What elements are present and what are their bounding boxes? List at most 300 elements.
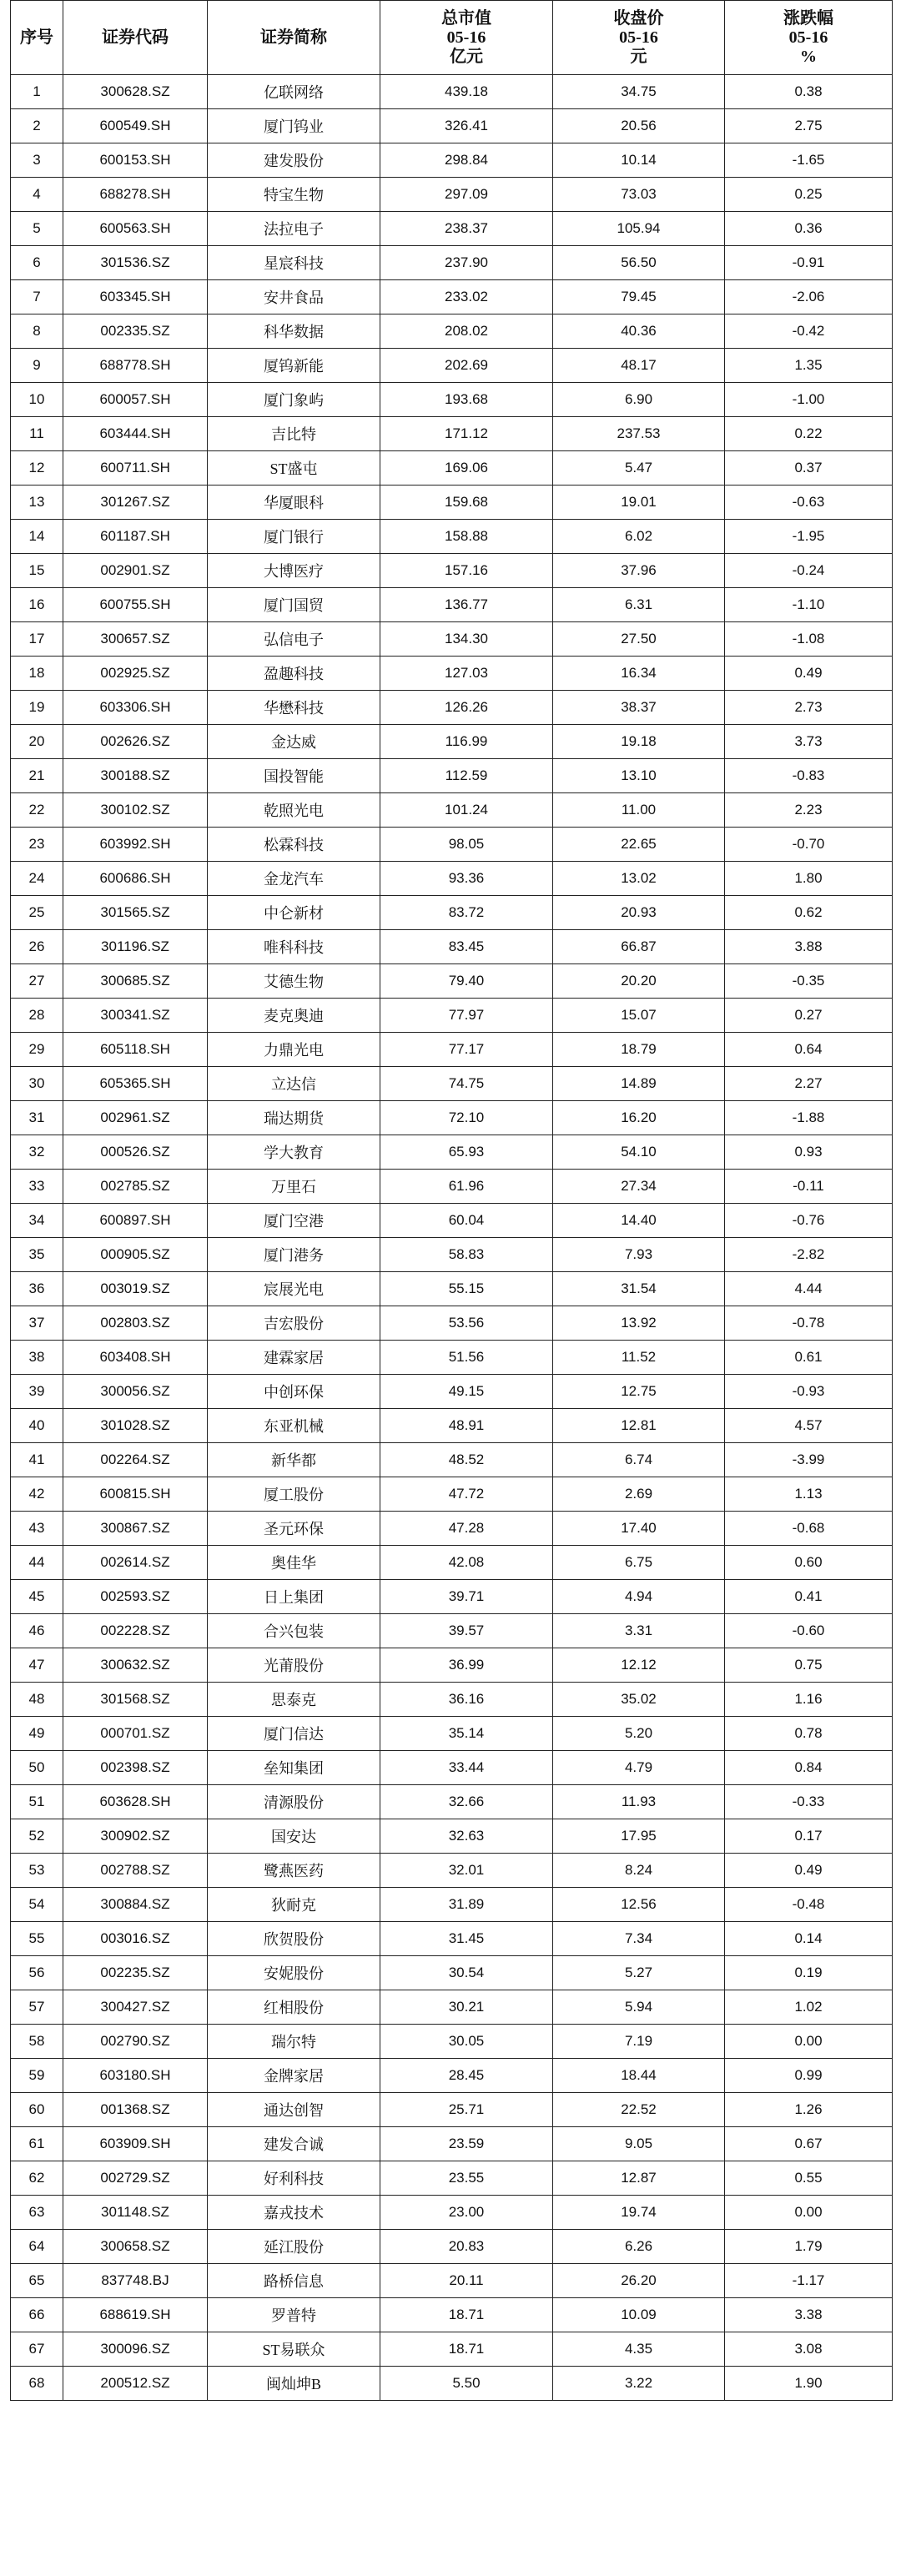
- cell-close-price: 27.50: [553, 622, 725, 657]
- cell-change-pct: -0.24: [725, 554, 893, 588]
- cell-name: 华懋科技: [208, 691, 380, 725]
- cell-market-cap: 30.54: [380, 1956, 553, 1990]
- cell-index: 36: [11, 1272, 63, 1306]
- table-row: [11, 2332, 893, 2367]
- cell-close-price: 54.10: [553, 1135, 725, 1170]
- table-row: [11, 1477, 893, 1512]
- cell-code: 002335.SZ: [63, 314, 208, 349]
- cell-name: 罗普特: [208, 2298, 380, 2332]
- cell-close-price: 5.20: [553, 1717, 725, 1751]
- table-row: [11, 1238, 893, 1272]
- cell-code: 300902.SZ: [63, 1819, 208, 1854]
- cell-index: 37: [11, 1306, 63, 1341]
- header-name: [208, 1, 380, 75]
- cell-code: 002788.SZ: [63, 1854, 208, 1888]
- cell-close-price: 2.69: [553, 1477, 725, 1512]
- cell-market-cap: 208.02: [380, 314, 553, 349]
- cell-code: 002785.SZ: [63, 1170, 208, 1204]
- cell-index: 24: [11, 862, 63, 896]
- cell-index: 41: [11, 1443, 63, 1477]
- cell-index: 57: [11, 1990, 63, 2025]
- cell-market-cap: 237.90: [380, 246, 553, 280]
- table-row: [11, 2059, 893, 2093]
- cell-name: 盈趣科技: [208, 657, 380, 691]
- cell-change-pct: -1.17: [725, 2264, 893, 2298]
- cell-market-cap: 83.72: [380, 896, 553, 930]
- cell-index: 54: [11, 1888, 63, 1922]
- cell-name: 乾照光电: [208, 793, 380, 828]
- cell-index: 6: [11, 246, 63, 280]
- cell-code: 300102.SZ: [63, 793, 208, 828]
- cell-code: 600755.SH: [63, 588, 208, 622]
- cell-code: 603628.SH: [63, 1785, 208, 1819]
- cell-index: 42: [11, 1477, 63, 1512]
- cell-market-cap: 61.96: [380, 1170, 553, 1204]
- cell-market-cap: 326.41: [380, 109, 553, 143]
- table-row: [11, 1785, 893, 1819]
- cell-code: 301568.SZ: [63, 1683, 208, 1717]
- table-row: [11, 246, 893, 280]
- cell-name: 厦门港务: [208, 1238, 380, 1272]
- cell-close-price: 11.52: [553, 1341, 725, 1375]
- cell-name: 奥佳华: [208, 1546, 380, 1580]
- table-row: [11, 109, 893, 143]
- cell-code: 603345.SH: [63, 280, 208, 314]
- cell-close-price: 5.94: [553, 1990, 725, 2025]
- cell-close-price: 13.02: [553, 862, 725, 896]
- cell-market-cap: 49.15: [380, 1375, 553, 1409]
- cell-index: 15: [11, 554, 63, 588]
- table-row: [11, 554, 893, 588]
- cell-index: 67: [11, 2332, 63, 2367]
- cell-close-price: 20.20: [553, 964, 725, 999]
- cell-name: 厦门钨业: [208, 109, 380, 143]
- cell-index: 26: [11, 930, 63, 964]
- cell-index: 68: [11, 2367, 63, 2401]
- cell-close-price: 4.35: [553, 2332, 725, 2367]
- cell-close-price: 73.03: [553, 178, 725, 212]
- table-row: [11, 1067, 893, 1101]
- table-row: [11, 1375, 893, 1409]
- table-row: [11, 828, 893, 862]
- header-line: 05-16: [788, 28, 828, 47]
- cell-close-price: 12.56: [553, 1888, 725, 1922]
- cell-market-cap: 134.30: [380, 622, 553, 657]
- cell-close-price: 6.90: [553, 383, 725, 417]
- cell-change-pct: 0.84: [725, 1751, 893, 1785]
- cell-name: 华厦眼科: [208, 486, 380, 520]
- cell-index: 23: [11, 828, 63, 862]
- cell-close-price: 14.40: [553, 1204, 725, 1238]
- cell-code: 002398.SZ: [63, 1751, 208, 1785]
- cell-code: 300096.SZ: [63, 2332, 208, 2367]
- table-row: [11, 2093, 893, 2127]
- table-row: [11, 1135, 893, 1170]
- cell-change-pct: -0.91: [725, 246, 893, 280]
- table-row: [11, 2298, 893, 2332]
- stock-table-container: [10, 0, 892, 2401]
- cell-index: 14: [11, 520, 63, 554]
- cell-close-price: 6.75: [553, 1546, 725, 1580]
- cell-market-cap: 202.69: [380, 349, 553, 383]
- cell-index: 56: [11, 1956, 63, 1990]
- cell-market-cap: 28.45: [380, 2059, 553, 2093]
- table-row: [11, 1648, 893, 1683]
- cell-change-pct: 0.93: [725, 1135, 893, 1170]
- cell-code: 603180.SH: [63, 2059, 208, 2093]
- header-line: 总市值: [441, 8, 491, 28]
- cell-close-price: 14.89: [553, 1067, 725, 1101]
- cell-code: 300884.SZ: [63, 1888, 208, 1922]
- cell-close-price: 10.14: [553, 143, 725, 178]
- cell-code: 600711.SH: [63, 451, 208, 486]
- table-row: [11, 1751, 893, 1785]
- cell-close-price: 79.45: [553, 280, 725, 314]
- table-row: [11, 1033, 893, 1067]
- cell-code: 605118.SH: [63, 1033, 208, 1067]
- cell-code: 688619.SH: [63, 2298, 208, 2332]
- cell-code: 301148.SZ: [63, 2196, 208, 2230]
- cell-code: 300628.SZ: [63, 75, 208, 109]
- cell-code: 001368.SZ: [63, 2093, 208, 2127]
- cell-index: 31: [11, 1101, 63, 1135]
- table-row: [11, 1580, 893, 1614]
- header-line: 元: [630, 47, 647, 66]
- cell-code: 603408.SH: [63, 1341, 208, 1375]
- cell-code: 002961.SZ: [63, 1101, 208, 1135]
- cell-change-pct: 3.73: [725, 725, 893, 759]
- cell-change-pct: -0.68: [725, 1512, 893, 1546]
- cell-change-pct: 0.14: [725, 1922, 893, 1956]
- cell-code: 002264.SZ: [63, 1443, 208, 1477]
- cell-market-cap: 30.05: [380, 2025, 553, 2059]
- cell-change-pct: 1.26: [725, 2093, 893, 2127]
- cell-close-price: 48.17: [553, 349, 725, 383]
- cell-market-cap: 31.89: [380, 1888, 553, 1922]
- table-row: [11, 1204, 893, 1238]
- cell-close-price: 26.20: [553, 2264, 725, 2298]
- header-index: [11, 1, 63, 75]
- cell-market-cap: 98.05: [380, 828, 553, 862]
- header-close-price: [553, 1, 725, 75]
- cell-name: 厦门银行: [208, 520, 380, 554]
- cell-name: 中创环保: [208, 1375, 380, 1409]
- cell-index: 5: [11, 212, 63, 246]
- table-header: [11, 1, 893, 75]
- cell-market-cap: 32.66: [380, 1785, 553, 1819]
- cell-change-pct: 0.27: [725, 999, 893, 1033]
- cell-code: 002901.SZ: [63, 554, 208, 588]
- cell-change-pct: 1.35: [725, 349, 893, 383]
- cell-index: 61: [11, 2127, 63, 2161]
- cell-index: 60: [11, 2093, 63, 2127]
- cell-change-pct: -2.82: [725, 1238, 893, 1272]
- table-row: [11, 486, 893, 520]
- cell-index: 38: [11, 1341, 63, 1375]
- cell-close-price: 12.81: [553, 1409, 725, 1443]
- cell-index: 12: [11, 451, 63, 486]
- cell-change-pct: 0.22: [725, 417, 893, 451]
- cell-change-pct: 3.88: [725, 930, 893, 964]
- cell-code: 600153.SH: [63, 143, 208, 178]
- header-line: 亿元: [450, 47, 483, 66]
- cell-close-price: 11.00: [553, 793, 725, 828]
- cell-market-cap: 30.21: [380, 1990, 553, 2025]
- table-row: [11, 1717, 893, 1751]
- cell-name: 欣贺股份: [208, 1922, 380, 1956]
- cell-market-cap: 39.71: [380, 1580, 553, 1614]
- cell-close-price: 19.01: [553, 486, 725, 520]
- cell-market-cap: 55.15: [380, 1272, 553, 1306]
- header-line: 涨跌幅: [783, 8, 833, 28]
- cell-market-cap: 20.83: [380, 2230, 553, 2264]
- cell-code: 000905.SZ: [63, 1238, 208, 1272]
- cell-index: 45: [11, 1580, 63, 1614]
- cell-index: 18: [11, 657, 63, 691]
- cell-index: 13: [11, 486, 63, 520]
- cell-close-price: 18.79: [553, 1033, 725, 1067]
- header-market-cap: [380, 1, 553, 75]
- cell-market-cap: 77.17: [380, 1033, 553, 1067]
- table-row: [11, 964, 893, 999]
- cell-index: 20: [11, 725, 63, 759]
- cell-name: 科华数据: [208, 314, 380, 349]
- cell-index: 40: [11, 1409, 63, 1443]
- cell-name: 厦门空港: [208, 1204, 380, 1238]
- cell-change-pct: 0.36: [725, 212, 893, 246]
- cell-code: 600686.SH: [63, 862, 208, 896]
- table-row: [11, 896, 893, 930]
- cell-change-pct: 2.73: [725, 691, 893, 725]
- cell-code: 603909.SH: [63, 2127, 208, 2161]
- cell-index: 50: [11, 1751, 63, 1785]
- cell-name: 宸展光电: [208, 1272, 380, 1306]
- cell-change-pct: 0.75: [725, 1648, 893, 1683]
- table-row: [11, 1888, 893, 1922]
- cell-market-cap: 32.01: [380, 1854, 553, 1888]
- cell-name: 建霖家居: [208, 1341, 380, 1375]
- table-row: [11, 657, 893, 691]
- header-line: 收盘价: [613, 8, 664, 28]
- cell-code: 300657.SZ: [63, 622, 208, 657]
- cell-close-price: 3.31: [553, 1614, 725, 1648]
- cell-index: 62: [11, 2161, 63, 2196]
- cell-close-price: 66.87: [553, 930, 725, 964]
- cell-market-cap: 83.45: [380, 930, 553, 964]
- header-row: [11, 1, 893, 75]
- cell-close-price: 7.34: [553, 1922, 725, 1956]
- cell-name: 麦克奥迪: [208, 999, 380, 1033]
- cell-code: 002593.SZ: [63, 1580, 208, 1614]
- table-row: [11, 1443, 893, 1477]
- cell-name: 金达威: [208, 725, 380, 759]
- cell-name: 合兴包装: [208, 1614, 380, 1648]
- cell-name: 狄耐克: [208, 1888, 380, 1922]
- cell-code: 002803.SZ: [63, 1306, 208, 1341]
- table-row: [11, 2127, 893, 2161]
- cell-name: 圣元环保: [208, 1512, 380, 1546]
- table-row: [11, 622, 893, 657]
- cell-code: 002235.SZ: [63, 1956, 208, 1990]
- table-row: [11, 793, 893, 828]
- cell-name: 瑞尔特: [208, 2025, 380, 2059]
- cell-name: 大博医疗: [208, 554, 380, 588]
- cell-code: 603444.SH: [63, 417, 208, 451]
- cell-name: 安井食品: [208, 280, 380, 314]
- cell-change-pct: -1.88: [725, 1101, 893, 1135]
- cell-close-price: 237.53: [553, 417, 725, 451]
- cell-close-price: 34.75: [553, 75, 725, 109]
- cell-name: 日上集团: [208, 1580, 380, 1614]
- cell-change-pct: 0.49: [725, 657, 893, 691]
- cell-market-cap: 77.97: [380, 999, 553, 1033]
- table-row: [11, 1854, 893, 1888]
- table-row: [11, 999, 893, 1033]
- cell-close-price: 11.93: [553, 1785, 725, 1819]
- table-row: [11, 2230, 893, 2264]
- cell-code: 300341.SZ: [63, 999, 208, 1033]
- table-row: [11, 1546, 893, 1580]
- cell-close-price: 31.54: [553, 1272, 725, 1306]
- cell-close-price: 9.05: [553, 2127, 725, 2161]
- cell-close-price: 12.87: [553, 2161, 725, 2196]
- cell-close-price: 15.07: [553, 999, 725, 1033]
- cell-name: 唯科科技: [208, 930, 380, 964]
- cell-index: 55: [11, 1922, 63, 1956]
- cell-close-price: 10.09: [553, 2298, 725, 2332]
- cell-code: 600057.SH: [63, 383, 208, 417]
- cell-index: 21: [11, 759, 63, 793]
- cell-change-pct: -0.83: [725, 759, 893, 793]
- cell-name: ST易联众: [208, 2332, 380, 2367]
- cell-name: 延江股份: [208, 2230, 380, 2264]
- cell-code: 301536.SZ: [63, 246, 208, 280]
- table-row: [11, 212, 893, 246]
- cell-index: 17: [11, 622, 63, 657]
- cell-market-cap: 25.71: [380, 2093, 553, 2127]
- table-row: [11, 1512, 893, 1546]
- cell-change-pct: 0.99: [725, 2059, 893, 2093]
- cell-market-cap: 439.18: [380, 75, 553, 109]
- cell-index: 63: [11, 2196, 63, 2230]
- table-row: [11, 143, 893, 178]
- cell-name: 闽灿坤B: [208, 2367, 380, 2401]
- cell-name: 厦门信达: [208, 1717, 380, 1751]
- table-row: [11, 2196, 893, 2230]
- cell-name: 吉宏股份: [208, 1306, 380, 1341]
- cell-close-price: 18.44: [553, 2059, 725, 2093]
- table-row: [11, 588, 893, 622]
- cell-market-cap: 48.91: [380, 1409, 553, 1443]
- cell-market-cap: 72.10: [380, 1101, 553, 1135]
- cell-close-price: 3.22: [553, 2367, 725, 2401]
- cell-change-pct: 0.78: [725, 1717, 893, 1751]
- cell-name: 厦门国贸: [208, 588, 380, 622]
- cell-code: 003019.SZ: [63, 1272, 208, 1306]
- cell-code: 002614.SZ: [63, 1546, 208, 1580]
- cell-market-cap: 93.36: [380, 862, 553, 896]
- cell-close-price: 16.34: [553, 657, 725, 691]
- cell-close-price: 6.31: [553, 588, 725, 622]
- cell-code: 600815.SH: [63, 1477, 208, 1512]
- cell-change-pct: 0.62: [725, 896, 893, 930]
- table-row: [11, 75, 893, 109]
- cell-index: 58: [11, 2025, 63, 2059]
- cell-market-cap: 297.09: [380, 178, 553, 212]
- cell-change-pct: 1.02: [725, 1990, 893, 2025]
- table-row: [11, 1956, 893, 1990]
- cell-name: 厦工股份: [208, 1477, 380, 1512]
- cell-index: 1: [11, 75, 63, 109]
- cell-change-pct: 1.79: [725, 2230, 893, 2264]
- cell-market-cap: 20.11: [380, 2264, 553, 2298]
- cell-close-price: 27.34: [553, 1170, 725, 1204]
- cell-change-pct: -0.93: [725, 1375, 893, 1409]
- cell-close-price: 5.27: [553, 1956, 725, 1990]
- cell-code: 000526.SZ: [63, 1135, 208, 1170]
- cell-change-pct: -0.35: [725, 964, 893, 999]
- cell-code: 301028.SZ: [63, 1409, 208, 1443]
- cell-change-pct: 0.17: [725, 1819, 893, 1854]
- cell-close-price: 8.24: [553, 1854, 725, 1888]
- cell-index: 47: [11, 1648, 63, 1683]
- header-line: 05-16: [619, 28, 658, 47]
- table-row: [11, 759, 893, 793]
- cell-market-cap: 169.06: [380, 451, 553, 486]
- cell-close-price: 12.12: [553, 1648, 725, 1683]
- cell-close-price: 7.19: [553, 2025, 725, 2059]
- cell-name: 中仑新材: [208, 896, 380, 930]
- cell-market-cap: 101.24: [380, 793, 553, 828]
- table-row: [11, 862, 893, 896]
- cell-name: 好利科技: [208, 2161, 380, 2196]
- cell-code: 200512.SZ: [63, 2367, 208, 2401]
- cell-market-cap: 53.56: [380, 1306, 553, 1341]
- cell-change-pct: 1.16: [725, 1683, 893, 1717]
- cell-code: 600897.SH: [63, 1204, 208, 1238]
- table-row: [11, 2025, 893, 2059]
- cell-market-cap: 65.93: [380, 1135, 553, 1170]
- cell-index: 8: [11, 314, 63, 349]
- cell-market-cap: 23.55: [380, 2161, 553, 2196]
- cell-name: 国投智能: [208, 759, 380, 793]
- cell-code: 300658.SZ: [63, 2230, 208, 2264]
- cell-name: 艾德生物: [208, 964, 380, 999]
- cell-code: 003016.SZ: [63, 1922, 208, 1956]
- table-row: [11, 2161, 893, 2196]
- cell-close-price: 19.74: [553, 2196, 725, 2230]
- cell-change-pct: 0.19: [725, 1956, 893, 1990]
- cell-code: 300632.SZ: [63, 1648, 208, 1683]
- table-row: [11, 1614, 893, 1648]
- cell-market-cap: 60.04: [380, 1204, 553, 1238]
- cell-market-cap: 18.71: [380, 2298, 553, 2332]
- cell-code: 301267.SZ: [63, 486, 208, 520]
- cell-close-price: 22.65: [553, 828, 725, 862]
- cell-market-cap: 5.50: [380, 2367, 553, 2401]
- cell-code: 301196.SZ: [63, 930, 208, 964]
- cell-code: 600563.SH: [63, 212, 208, 246]
- cell-change-pct: -0.48: [725, 1888, 893, 1922]
- cell-index: 46: [11, 1614, 63, 1648]
- cell-index: 27: [11, 964, 63, 999]
- cell-name: 力鼎光电: [208, 1033, 380, 1067]
- cell-code: 600549.SH: [63, 109, 208, 143]
- cell-market-cap: 171.12: [380, 417, 553, 451]
- table-row: [11, 1101, 893, 1135]
- header-line: %: [800, 47, 817, 66]
- cell-market-cap: 126.26: [380, 691, 553, 725]
